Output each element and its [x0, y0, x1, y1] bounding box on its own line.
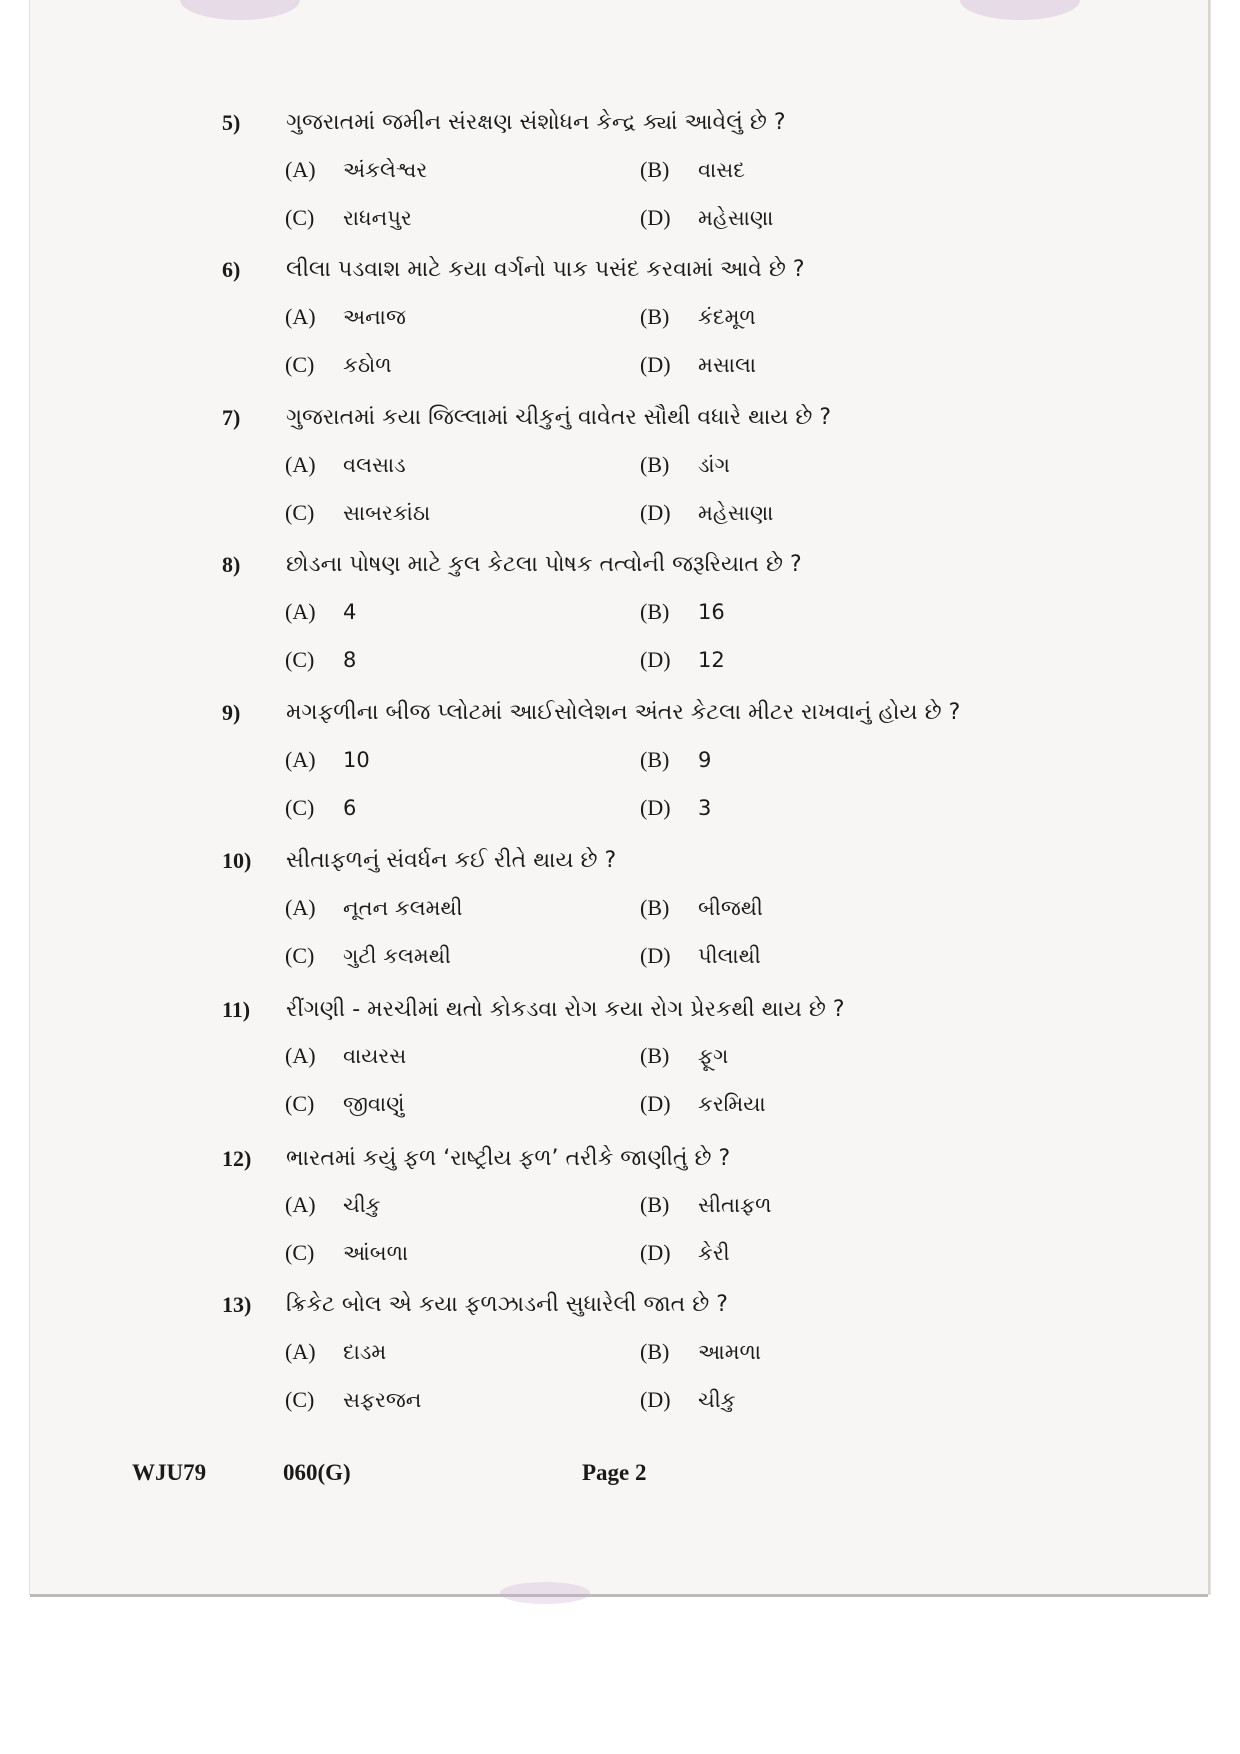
- exam-page: [30, 0, 1210, 1594]
- option-text: 16: [698, 600, 725, 624]
- question-number: 13): [222, 1292, 252, 1317]
- question-number: 9): [222, 700, 241, 725]
- question-text: સીતાફળનું સંવર્ધન કઈ રીતે થાય છે ?: [286, 848, 617, 873]
- answer-option: [640, 157, 745, 183]
- option-label: (B): [640, 599, 670, 624]
- answer-option: [640, 1192, 771, 1218]
- answer-option: [285, 599, 356, 625]
- answer-option: [640, 647, 725, 673]
- option-label: (D): [640, 1387, 671, 1412]
- footer-page-number: Page 2: [582, 1460, 647, 1485]
- option-label: (B): [640, 1043, 670, 1068]
- option-text: કેરી: [698, 1241, 730, 1265]
- question-number: 7): [222, 405, 241, 430]
- question-text: છોડના પોષણ માટે કુલ કેટલા પોષક તત્વોની જરૂરિયાત છે ?: [286, 552, 802, 577]
- option-text: 8: [343, 648, 357, 672]
- option-label: (A): [285, 895, 316, 920]
- option-label: (A): [285, 1192, 316, 1217]
- option-text: વલસાડ: [343, 453, 406, 477]
- option-label: (C): [285, 1387, 315, 1412]
- option-label: (C): [285, 943, 315, 968]
- option-text: કરમિયા: [698, 1092, 766, 1116]
- option-label: (D): [640, 795, 671, 820]
- footer-code: WJU79: [132, 1460, 207, 1485]
- question-text: લીલા પડવાશ માટે કયા વર્ગનો પાક પસંદ કરવામાં આવે છે ?: [286, 257, 805, 282]
- answer-option: [285, 157, 427, 183]
- answer-option: [640, 205, 773, 231]
- answer-option: [640, 1043, 728, 1069]
- answer-option: [285, 205, 412, 231]
- option-text: મસાલા: [698, 353, 757, 377]
- option-label: (A): [285, 1339, 316, 1364]
- answer-option: [640, 452, 730, 478]
- option-text: 4: [343, 600, 357, 624]
- option-text: 12: [698, 648, 725, 672]
- answer-option: [640, 1091, 766, 1117]
- question-number: 11): [222, 997, 251, 1022]
- answer-option: [285, 647, 356, 673]
- question-text: ગુજરાતમાં જમીન સંરક્ષણ સંશોધન કેન્દ્ર ક્યાં આવેલું છે ?: [286, 110, 786, 135]
- option-text: આમળા: [698, 1340, 762, 1364]
- option-label: (C): [285, 647, 315, 672]
- question-number: 6): [222, 257, 241, 282]
- question-text: ક્રિકેટ બોલ એ કયા ફળઝાડની સુધારેલી જાત છે ?: [286, 1292, 728, 1317]
- answer-option: [285, 795, 356, 821]
- answer-option: [285, 352, 392, 378]
- answer-option: [640, 1387, 736, 1413]
- question-text: રીંગણી - મરચીમાં થતો કોકડવા રોગ કયા રોગ પ્રેરકથી થાય છે ?: [286, 997, 845, 1022]
- option-text: સીતાફળ: [698, 1193, 772, 1217]
- answer-option: [285, 1387, 421, 1413]
- answer-option: [640, 943, 761, 969]
- option-label: (D): [640, 1240, 671, 1265]
- option-text: રાધનપુર: [343, 206, 412, 230]
- option-text: ચીકુ: [343, 1193, 381, 1217]
- footer-paper-code: 060(G): [283, 1460, 351, 1485]
- ink-stain: [500, 1582, 590, 1604]
- answer-option: [285, 304, 406, 330]
- answer-option: [285, 747, 370, 773]
- option-label: (A): [285, 599, 316, 624]
- option-label: (B): [640, 747, 670, 772]
- option-label: (D): [640, 943, 671, 968]
- answer-option: [285, 452, 406, 478]
- option-text: દાડમ: [343, 1340, 387, 1364]
- answer-option: [640, 304, 756, 330]
- answer-option: [285, 943, 451, 969]
- option-text: વાયરસ: [343, 1044, 407, 1068]
- option-label: (C): [285, 205, 315, 230]
- option-label: (B): [640, 1192, 670, 1217]
- option-label: (A): [285, 1043, 316, 1068]
- option-text: ગુટી કલમથી: [343, 944, 451, 968]
- option-label: (B): [640, 157, 670, 182]
- option-label: (A): [285, 304, 316, 329]
- option-text: આંબળા: [343, 1241, 409, 1265]
- answer-option: [285, 1339, 386, 1365]
- option-text: ચીકુ: [698, 1388, 736, 1412]
- answer-option: [640, 895, 763, 921]
- answer-option: [640, 500, 773, 526]
- option-text: સાબરકાંઠા: [343, 501, 431, 525]
- answer-option: [285, 1091, 404, 1117]
- option-label: (C): [285, 1240, 315, 1265]
- answer-option: [640, 795, 711, 821]
- question-text: ભારતમાં કયું ફળ ‘રાષ્ટ્રીય ફળ’ તરીકે જાણીતું છે ?: [286, 1146, 731, 1171]
- option-label: (B): [640, 895, 670, 920]
- answer-option: [640, 352, 756, 378]
- question-number: 8): [222, 552, 241, 577]
- option-label: (B): [640, 304, 670, 329]
- option-label: (D): [640, 1091, 671, 1116]
- option-label: (B): [640, 1339, 670, 1364]
- answer-option: [285, 895, 463, 921]
- option-text: પીલાથી: [698, 944, 761, 968]
- question-number: 5): [222, 110, 241, 135]
- option-text: જીવાણું: [343, 1092, 405, 1116]
- option-label: (C): [285, 1091, 315, 1116]
- option-label: (C): [285, 352, 315, 377]
- option-text: વાસદ: [698, 158, 745, 182]
- option-text: અનાજ: [343, 305, 406, 329]
- option-label: (D): [640, 500, 671, 525]
- question-text: ગુજરાતમાં કયા જિલ્લામાં ચીકુનું વાવેતર સૌથી વધારે થાય છે ?: [286, 405, 832, 430]
- option-label: (D): [640, 352, 671, 377]
- answer-option: [285, 1240, 408, 1266]
- answer-option: [640, 747, 711, 773]
- question-number: 12): [222, 1146, 252, 1171]
- option-label: (C): [285, 795, 315, 820]
- option-text: ડાંગ: [698, 453, 731, 477]
- question-number: 10): [222, 848, 252, 873]
- option-label: (A): [285, 452, 316, 477]
- answer-option: [285, 500, 430, 526]
- option-text: 3: [698, 796, 712, 820]
- answer-option: [285, 1192, 381, 1218]
- answer-option: [285, 1043, 406, 1069]
- option-text: અંકલેશ્વર: [343, 158, 428, 182]
- option-text: સફરજન: [343, 1388, 422, 1412]
- option-text: 10: [343, 748, 370, 772]
- option-text: નૂતન કલમથી: [343, 896, 463, 920]
- option-label: (A): [285, 157, 316, 182]
- option-text: મહેસાણા: [698, 501, 774, 525]
- option-text: કંદમૂળ: [698, 305, 756, 329]
- page-edge: [30, 1594, 1208, 1597]
- option-label: (D): [640, 647, 671, 672]
- question-text: મગફળીના બીજ પ્લોટમાં આઈસોલેશન અંતર કેટલા મીટર રાખવાનું હોય છે ?: [286, 700, 961, 725]
- option-text: કઠોળ: [343, 353, 392, 377]
- option-label: (A): [285, 747, 316, 772]
- option-label: (D): [640, 205, 671, 230]
- option-text: 6: [343, 796, 357, 820]
- answer-option: [640, 1339, 761, 1365]
- answer-option: [640, 1240, 730, 1266]
- option-text: બીજથી: [698, 896, 763, 920]
- answer-option: [640, 599, 725, 625]
- option-text: ફૂગ: [698, 1044, 729, 1068]
- option-text: 9: [698, 748, 712, 772]
- option-label: (B): [640, 452, 670, 477]
- option-text: મહેસાણા: [698, 206, 774, 230]
- option-label: (C): [285, 500, 315, 525]
